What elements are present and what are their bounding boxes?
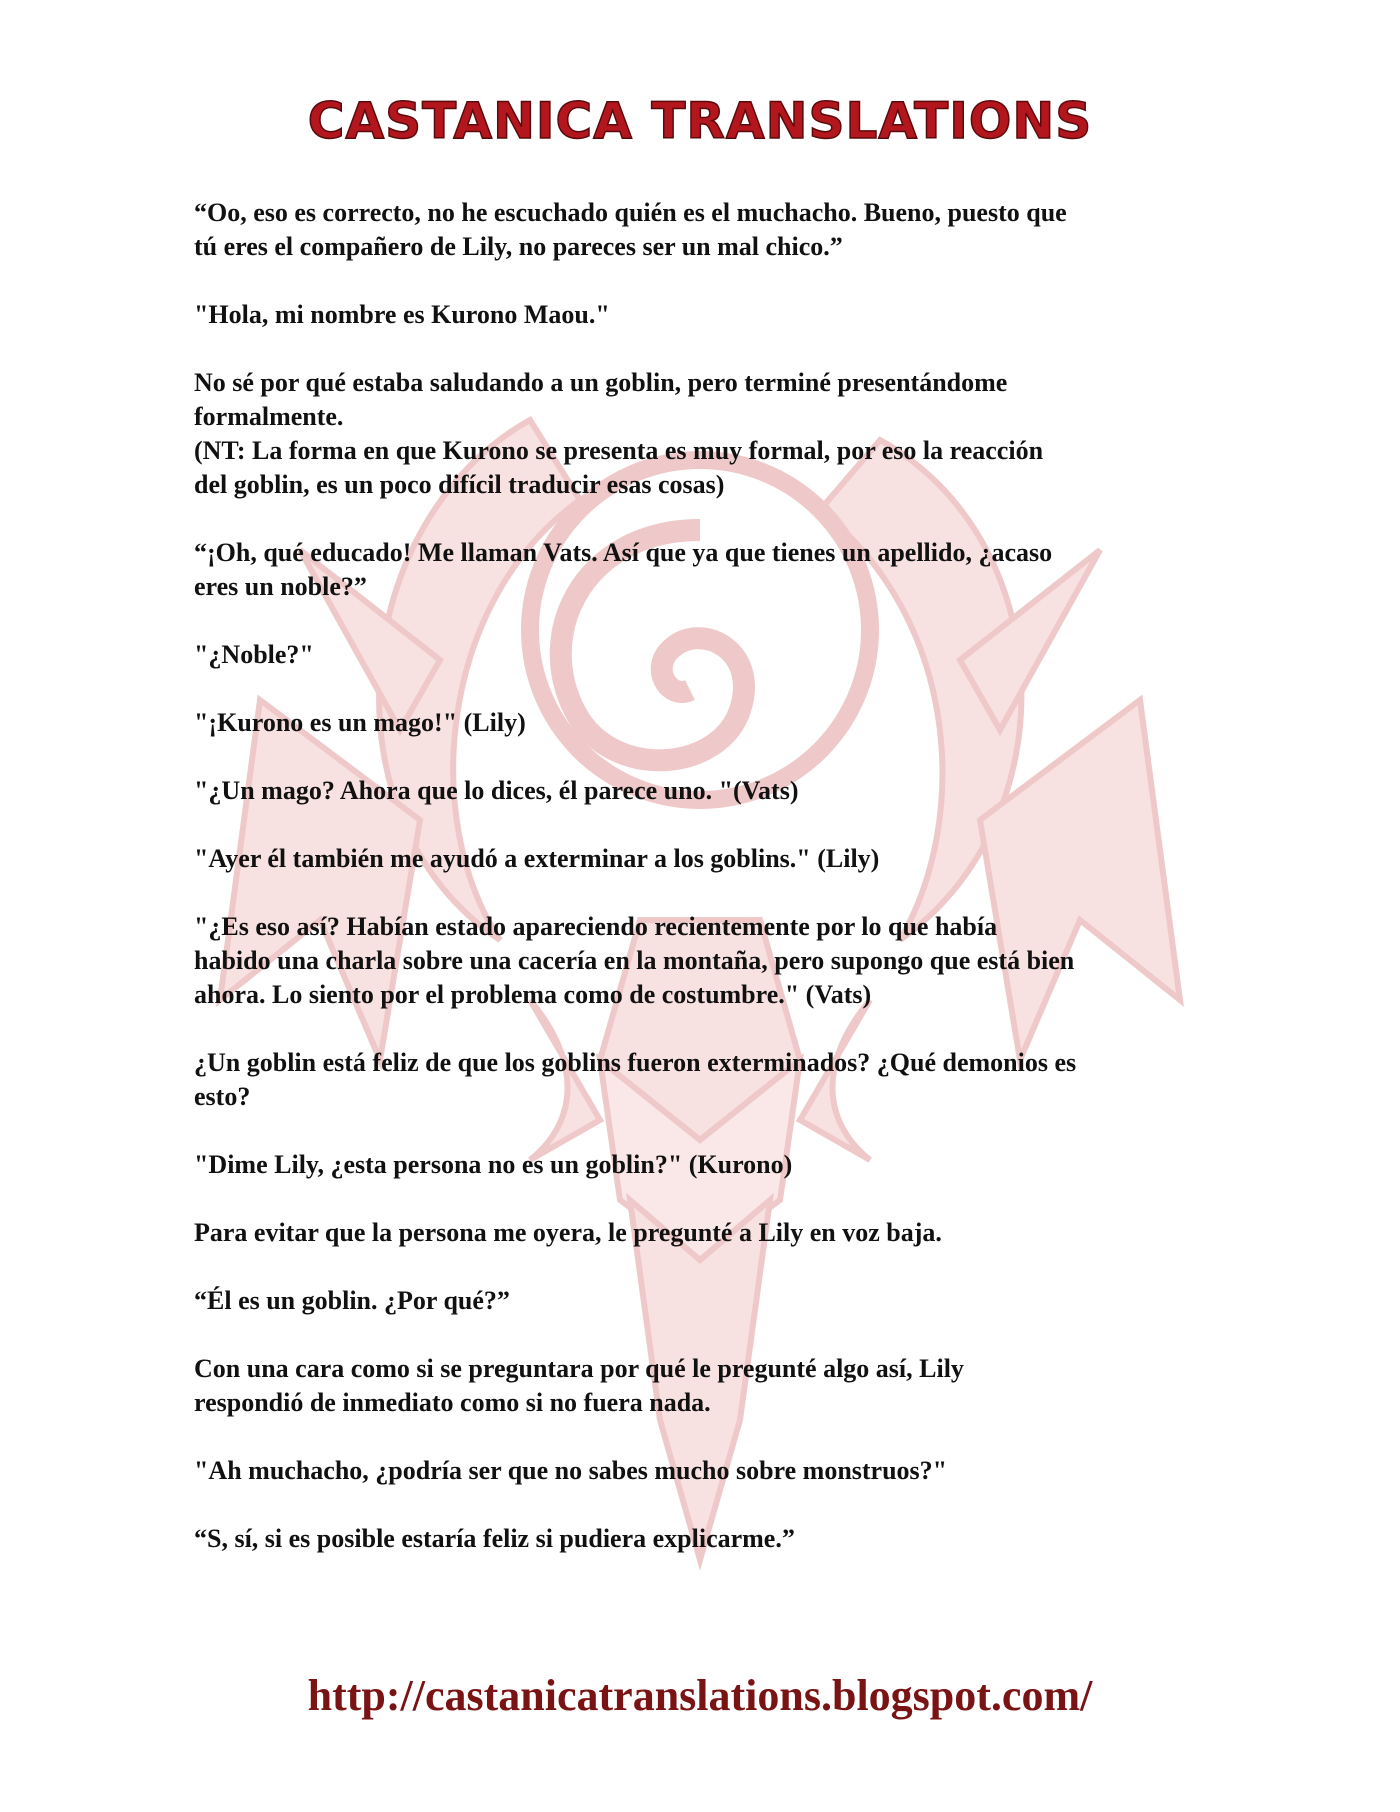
paragraph xyxy=(194,774,1198,808)
text-line: “¡Oh, qué educado! Me llaman Vats. Así que ya que tienes un apellido, ¿acaso xyxy=(194,538,1053,567)
text-line: respondió de inmediato como si no fuera nada. xyxy=(194,1388,711,1417)
paragraph xyxy=(194,1352,1198,1420)
paragraph xyxy=(194,298,1198,332)
paragraph xyxy=(194,366,1198,502)
text-line: eres un noble?” xyxy=(194,572,367,601)
paragraph xyxy=(194,638,1198,672)
text-line: “Él es un goblin. ¿Por qué?” xyxy=(194,1286,510,1315)
paragraph xyxy=(194,536,1198,604)
footer-blog-url: http://castanicatranslations.blogspot.com/ xyxy=(307,1671,1093,1720)
text-line: "¡Kurono es un mago!" (Lily) xyxy=(194,708,526,737)
text-line: del goblin, es un poco difícil traducir esas cosas) xyxy=(194,470,725,499)
text-line: "Hola, mi nombre es Kurono Maou." xyxy=(194,300,610,329)
text-line: "Ayer él también me ayudó a exterminar a los goblins." (Lily) xyxy=(194,844,880,873)
text-line: "¿Es eso así? Habían estado apareciendo recientemente por lo que había xyxy=(194,912,998,941)
text-line: “S, sí, si es posible estaría feliz si pudiera explicarme.” xyxy=(194,1524,795,1553)
text-line: ¿Un goblin está feliz de que los goblins fueron exterminados? ¿Qué demonios es xyxy=(194,1048,1077,1077)
page-header-title: CASTANICA TRANSLATIONS xyxy=(307,92,1093,150)
text-line: formalmente. xyxy=(194,402,344,431)
paragraph xyxy=(194,706,1198,740)
text-line: “Oo, eso es correcto, no he escuchado quién es el muchacho. Bueno, puesto que xyxy=(194,198,1067,227)
text-line: ahora. Lo siento por el problema como de costumbre." (Vats) xyxy=(194,980,872,1009)
text-line: No sé por qué estaba saludando a un goblin, pero terminé presentándome xyxy=(194,368,1008,397)
text-line: "¿Un mago? Ahora que lo dices, él parece uno. "(Vats) xyxy=(194,776,799,805)
paragraph xyxy=(194,1454,1198,1488)
paragraph xyxy=(194,1046,1198,1114)
text-line: "Ah muchacho, ¿podría ser que no sabes mucho sobre monstruos?" xyxy=(194,1456,948,1485)
text-line: "¿Noble?" xyxy=(194,640,314,669)
text-line: Para evitar que la persona me oyera, le pregunté a Lily en voz baja. xyxy=(194,1218,942,1247)
text-line: tú eres el compañero de Lily, no pareces ser un mal chico.” xyxy=(194,232,843,261)
paragraph xyxy=(194,1284,1198,1318)
paragraph xyxy=(194,1216,1198,1250)
paragraph xyxy=(194,1522,1198,1556)
paragraph xyxy=(194,910,1198,1012)
paragraph xyxy=(194,1148,1198,1182)
paragraph xyxy=(194,842,1198,876)
document-body xyxy=(194,196,1198,1590)
text-line: (NT: La forma en que Kurono se presenta es muy formal, por eso la reacción xyxy=(194,436,1044,465)
text-line: Con una cara como si se preguntara por qué le pregunté algo así, Lily xyxy=(194,1354,964,1383)
text-line: habido una charla sobre una cacería en la montaña, pero supongo que está bien xyxy=(194,946,1075,975)
text-line: "Dime Lily, ¿esta persona no es un goblin?" (Kurono) xyxy=(194,1150,793,1179)
paragraph xyxy=(194,196,1198,264)
text-line: esto? xyxy=(194,1082,251,1111)
